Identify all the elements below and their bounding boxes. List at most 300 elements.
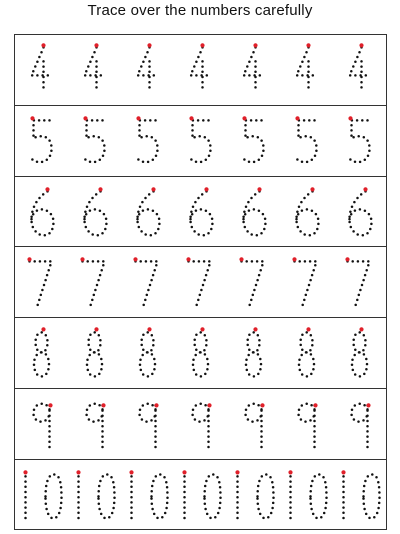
- trace-dot: [48, 430, 51, 433]
- dotted-digit-8[interactable]: [33, 327, 51, 377]
- trace-dot: [209, 144, 212, 147]
- dotted-digit-7[interactable]: [239, 258, 263, 307]
- trace-dot: [243, 210, 246, 213]
- trace-dot: [97, 234, 100, 237]
- trace-dot: [313, 363, 316, 366]
- trace-dot: [244, 134, 247, 137]
- dotted-digit-6[interactable]: [295, 187, 319, 236]
- trace-dot: [89, 160, 92, 163]
- trace-dot: [360, 193, 363, 196]
- dotted-digit-4[interactable]: [243, 43, 261, 88]
- trace-dot: [211, 217, 214, 220]
- trace-dot: [370, 222, 373, 225]
- trace-dot: [357, 135, 360, 138]
- dotted-digit-6[interactable]: [348, 187, 372, 236]
- tracing-row-glyphs: [15, 35, 386, 106]
- trace-dot: [310, 502, 313, 505]
- trace-dot: [262, 516, 265, 519]
- trace-dot: [77, 517, 80, 520]
- start-dot: [204, 187, 208, 191]
- trace-dot: [47, 368, 50, 371]
- trace-dot: [244, 70, 247, 73]
- trace-dot: [358, 403, 361, 406]
- trace-dot: [95, 71, 98, 74]
- trace-dot: [199, 51, 202, 54]
- trace-dot: [260, 441, 263, 444]
- trace-dot: [306, 289, 309, 292]
- start-dot: [147, 43, 151, 47]
- trace-dot: [101, 420, 104, 423]
- dotted-digit-9[interactable]: [138, 403, 158, 449]
- trace-dot: [36, 60, 39, 63]
- start-dot: [30, 116, 34, 120]
- worksheet-title: Trace over the numbers carefully: [87, 2, 313, 19]
- trace-dot: [130, 496, 133, 499]
- trace-dot: [87, 65, 90, 68]
- dotted-digit-9[interactable]: [244, 403, 264, 449]
- dotted-digit-7[interactable]: [345, 258, 369, 307]
- trace-dot: [191, 134, 194, 137]
- trace-dot: [254, 193, 257, 196]
- trace-dot: [245, 409, 248, 412]
- trace-dot: [150, 234, 153, 237]
- trace-dot: [353, 200, 356, 203]
- trace-dot: [91, 299, 94, 302]
- trace-dot: [314, 154, 317, 157]
- trace-dot: [310, 334, 313, 337]
- trace-dot: [365, 358, 368, 361]
- trace-dot: [166, 491, 169, 494]
- trace-dot: [49, 261, 52, 264]
- trace-dot: [85, 134, 88, 137]
- trace-dot: [205, 274, 208, 277]
- trace-dot: [47, 512, 50, 515]
- trace-dot: [363, 502, 366, 505]
- trace-dot: [349, 158, 352, 161]
- trace-dot: [45, 373, 48, 376]
- trace-dot: [150, 349, 153, 352]
- trace-dot: [311, 209, 314, 212]
- trace-dot: [48, 119, 51, 122]
- dotted-digit-8[interactable]: [351, 327, 369, 377]
- trace-dot: [315, 144, 318, 147]
- trace-dot: [183, 480, 186, 483]
- dotted-digit-9[interactable]: [85, 403, 105, 449]
- trace-dot: [352, 65, 355, 68]
- trace-dot: [366, 420, 369, 423]
- dotted-digit-6[interactable]: [136, 187, 160, 236]
- trace-dot: [93, 51, 96, 54]
- trace-dot: [256, 490, 259, 493]
- trace-dot: [197, 56, 200, 59]
- trace-dot: [304, 420, 307, 423]
- trace-dot: [300, 418, 303, 421]
- trace-dot: [195, 209, 198, 212]
- dotted-digit-9[interactable]: [191, 403, 211, 449]
- trace-dot: [360, 65, 363, 68]
- trace-dot: [378, 501, 381, 504]
- dotted-digit-10[interactable]: [182, 470, 221, 519]
- trace-dot: [260, 232, 263, 235]
- trace-dot: [245, 359, 248, 362]
- trace-dot: [190, 74, 193, 77]
- trace-dot: [156, 212, 159, 215]
- trace-dot: [39, 261, 42, 264]
- trace-dot: [289, 496, 292, 499]
- trace-dot: [260, 119, 263, 122]
- trace-dot: [206, 74, 209, 77]
- trace-dot: [152, 209, 155, 212]
- trace-dot: [357, 420, 360, 423]
- trace-dot: [366, 409, 369, 412]
- trace-dot: [48, 232, 51, 235]
- trace-dot: [203, 279, 206, 282]
- start-dot: [98, 187, 102, 191]
- trace-dot: [244, 129, 247, 132]
- trace-dot: [363, 334, 366, 337]
- trace-dot: [137, 74, 140, 77]
- trace-dot: [95, 86, 98, 89]
- trace-dot: [246, 369, 249, 372]
- trace-dot: [151, 485, 154, 488]
- trace-dot: [289, 480, 292, 483]
- trace-dot: [103, 516, 106, 519]
- start-dot: [186, 258, 190, 262]
- trace-dot: [142, 304, 145, 307]
- trace-dot: [351, 205, 354, 208]
- trace-dot: [313, 441, 316, 444]
- trace-dot: [84, 210, 87, 213]
- trace-dot: [39, 135, 42, 138]
- trace-dot: [145, 261, 148, 264]
- trace-dot: [207, 441, 210, 444]
- dotted-digit-10[interactable]: [129, 470, 168, 519]
- trace-dot: [256, 349, 259, 352]
- trace-dot: [342, 485, 345, 488]
- trace-dot: [34, 339, 37, 342]
- trace-dot: [378, 486, 381, 489]
- trace-dot: [309, 234, 312, 237]
- trace-dot: [376, 512, 379, 515]
- trace-dot: [310, 373, 313, 376]
- trace-dot: [289, 475, 292, 478]
- trace-dot: [164, 512, 167, 515]
- trace-dot: [24, 506, 27, 509]
- trace-dot: [261, 264, 264, 267]
- trace-dot: [150, 279, 153, 282]
- dotted-digit-8[interactable]: [298, 327, 316, 377]
- trace-dot: [248, 404, 251, 407]
- dotted-digit-8[interactable]: [245, 327, 263, 377]
- trace-dot: [342, 480, 345, 483]
- trace-dot: [197, 299, 200, 302]
- trace-dot: [99, 274, 102, 277]
- trace-dot: [298, 364, 301, 367]
- trace-dot: [190, 210, 193, 213]
- trace-dot: [101, 430, 104, 433]
- trace-dot: [32, 124, 35, 127]
- trace-dot: [299, 344, 302, 347]
- trace-dot: [88, 418, 91, 421]
- trace-dot: [207, 232, 210, 235]
- trace-dot: [314, 261, 317, 264]
- dotted-digit-6[interactable]: [189, 187, 213, 236]
- trace-dot: [50, 149, 53, 152]
- start-dot: [306, 43, 310, 47]
- trace-dot: [259, 74, 262, 77]
- dotted-digit-8[interactable]: [192, 327, 210, 377]
- start-dot: [27, 258, 31, 262]
- dotted-digit-5[interactable]: [295, 116, 317, 163]
- trace-dot: [44, 419, 47, 422]
- trace-dot: [308, 119, 311, 122]
- trace-dot: [363, 508, 366, 511]
- dotted-digit-6[interactable]: [30, 187, 54, 236]
- trace-dot: [206, 269, 209, 272]
- trace-dot: [363, 373, 366, 376]
- trace-dot: [301, 160, 304, 163]
- trace-dot: [24, 496, 27, 499]
- trace-dot: [24, 480, 27, 483]
- trace-dot: [342, 501, 345, 504]
- dotted-digit-10[interactable]: [76, 470, 115, 519]
- dotted-digit-5[interactable]: [30, 116, 52, 163]
- dotted-digit-8[interactable]: [86, 327, 104, 377]
- dotted-digit-4[interactable]: [137, 43, 155, 88]
- trace-dot: [24, 475, 27, 478]
- trace-dot: [189, 217, 192, 220]
- trace-dot: [204, 373, 207, 376]
- trace-dot: [359, 208, 362, 211]
- trace-dot: [358, 51, 361, 54]
- trace-dot: [87, 369, 90, 372]
- dotted-digit-10[interactable]: [23, 470, 62, 519]
- tracing-row-5: [15, 106, 386, 177]
- trace-dot: [309, 261, 312, 264]
- trace-dot: [289, 511, 292, 514]
- dotted-digit-10[interactable]: [341, 470, 380, 519]
- trace-dot: [358, 294, 361, 297]
- dotted-digit-9[interactable]: [350, 403, 370, 449]
- trace-dot: [97, 261, 100, 264]
- trace-dot: [60, 496, 63, 499]
- trace-dot: [258, 480, 261, 483]
- trace-dot: [101, 415, 104, 418]
- trace-dot: [98, 136, 101, 139]
- trace-dot: [97, 497, 100, 500]
- trace-dot: [159, 473, 162, 476]
- dotted-digit-6[interactable]: [83, 187, 107, 236]
- trace-dot: [320, 516, 323, 519]
- trace-dot: [154, 415, 157, 418]
- dotted-digit-4[interactable]: [349, 43, 367, 88]
- trace-dot: [371, 473, 374, 476]
- trace-dot: [48, 415, 51, 418]
- trace-dot: [183, 485, 186, 488]
- trace-dot: [325, 496, 328, 499]
- trace-dot: [87, 339, 90, 342]
- trace-dot: [313, 232, 316, 235]
- dotted-digit-8[interactable]: [139, 327, 157, 377]
- trace-dot: [348, 215, 351, 218]
- dotted-digit-7[interactable]: [186, 258, 210, 307]
- trace-dot: [60, 486, 63, 489]
- trace-dot: [102, 261, 105, 264]
- trace-dot: [40, 331, 43, 334]
- trace-dot: [310, 353, 313, 356]
- trace-dot: [218, 481, 221, 484]
- trace-dot: [147, 160, 150, 163]
- trace-dot: [142, 60, 145, 63]
- dotted-digit-5[interactable]: [136, 116, 158, 163]
- dotted-digit-4[interactable]: [296, 43, 314, 88]
- trace-dot: [354, 334, 357, 337]
- trace-dot: [140, 136, 143, 139]
- trace-dot: [366, 119, 369, 122]
- trace-dot: [358, 331, 361, 334]
- trace-dot: [36, 373, 39, 376]
- trace-dot: [272, 501, 275, 504]
- trace-dot: [301, 60, 304, 63]
- trace-dot: [316, 227, 319, 230]
- trace-dot: [307, 86, 310, 89]
- trace-dot: [144, 119, 147, 122]
- trace-dot: [99, 344, 102, 347]
- trace-dot: [148, 60, 151, 63]
- trace-dot: [195, 304, 198, 307]
- dotted-digit-5[interactable]: [242, 116, 264, 163]
- trace-dot: [303, 233, 306, 236]
- trace-dot: [360, 60, 363, 63]
- tracing-row-9: [15, 389, 386, 460]
- trace-dot: [48, 139, 51, 142]
- dotted-digit-6[interactable]: [242, 187, 266, 236]
- dotted-digit-7[interactable]: [292, 258, 316, 307]
- trace-dot: [324, 481, 327, 484]
- start-dot: [200, 327, 204, 331]
- trace-dot: [349, 74, 352, 77]
- trace-dot: [204, 353, 207, 356]
- trace-dot: [48, 425, 51, 428]
- tracing-row-glyphs: [15, 247, 386, 318]
- trace-dot: [300, 354, 303, 357]
- dotted-digit-4[interactable]: [190, 43, 208, 88]
- trace-dot: [49, 154, 52, 157]
- trace-dot: [41, 208, 44, 211]
- dotted-digit-4[interactable]: [31, 43, 49, 88]
- trace-dot: [209, 516, 212, 519]
- trace-dot: [248, 373, 251, 376]
- dotted-digit-9[interactable]: [32, 403, 52, 449]
- tracing-row-7: [15, 247, 386, 318]
- trace-dot: [151, 502, 154, 505]
- trace-dot: [207, 446, 210, 449]
- trace-dot: [259, 512, 262, 515]
- trace-dot: [254, 86, 257, 89]
- trace-dot: [208, 261, 211, 264]
- trace-dot: [155, 154, 158, 157]
- trace-dot: [151, 508, 154, 511]
- trace-dot: [193, 344, 196, 347]
- start-dot: [288, 470, 292, 474]
- dotted-digit-4[interactable]: [84, 43, 102, 88]
- trace-dot: [153, 74, 156, 77]
- trace-dot: [354, 160, 357, 163]
- trace-dot: [101, 363, 104, 366]
- trace-dot: [99, 480, 102, 483]
- trace-dot: [83, 217, 86, 220]
- trace-dot: [113, 491, 116, 494]
- trace-dot: [101, 425, 104, 428]
- trace-dot: [351, 359, 354, 362]
- dotted-digit-7[interactable]: [27, 258, 51, 307]
- trace-dot: [183, 491, 186, 494]
- trace-dot: [354, 349, 357, 352]
- trace-dot: [312, 358, 315, 361]
- trace-dot: [98, 373, 101, 376]
- trace-dot: [315, 149, 318, 152]
- trace-dot: [201, 193, 204, 196]
- trace-dot: [89, 373, 92, 376]
- dotted-digit-5[interactable]: [83, 116, 105, 163]
- trace-dot: [216, 476, 219, 479]
- trace-dot: [262, 149, 265, 152]
- trace-dot: [363, 404, 366, 407]
- trace-dot: [142, 209, 145, 212]
- trace-dot: [323, 512, 326, 515]
- dotted-digit-7[interactable]: [80, 258, 104, 307]
- trace-dot: [251, 135, 254, 138]
- trace-dot: [142, 160, 145, 163]
- trace-dot: [354, 74, 357, 77]
- trace-dot: [24, 501, 27, 504]
- trace-dot: [301, 209, 304, 212]
- trace-dot: [260, 435, 263, 438]
- trace-dot: [310, 136, 313, 139]
- trace-dot: [311, 274, 314, 277]
- trace-dot: [103, 144, 106, 147]
- trace-dot: [348, 220, 351, 223]
- dotted-digit-5[interactable]: [348, 116, 370, 163]
- trace-dot: [139, 409, 142, 412]
- dotted-digit-10[interactable]: [288, 470, 327, 519]
- trace-dot: [154, 420, 157, 423]
- trace-dot: [194, 418, 197, 421]
- trace-dot: [45, 508, 48, 511]
- trace-dot: [101, 441, 104, 444]
- trace-dot: [303, 56, 306, 59]
- trace-dot: [100, 358, 103, 361]
- trace-dot: [142, 74, 145, 77]
- trace-dot: [42, 76, 45, 79]
- trace-dot: [367, 475, 370, 478]
- dotted-digit-10[interactable]: [235, 470, 274, 519]
- dotted-digit-7[interactable]: [133, 258, 157, 307]
- start-dot: [200, 43, 204, 47]
- trace-dot: [40, 351, 43, 354]
- dotted-digit-9[interactable]: [297, 403, 317, 449]
- dotted-digit-5[interactable]: [189, 116, 211, 163]
- start-dot: [94, 43, 98, 47]
- trace-dot: [30, 215, 32, 218]
- trace-dot: [139, 205, 142, 208]
- trace-dot: [306, 160, 309, 163]
- trace-dot: [255, 119, 257, 122]
- trace-dot: [87, 136, 90, 139]
- trace-dot: [36, 209, 39, 212]
- trace-dot: [24, 491, 27, 494]
- trace-dot: [260, 139, 263, 142]
